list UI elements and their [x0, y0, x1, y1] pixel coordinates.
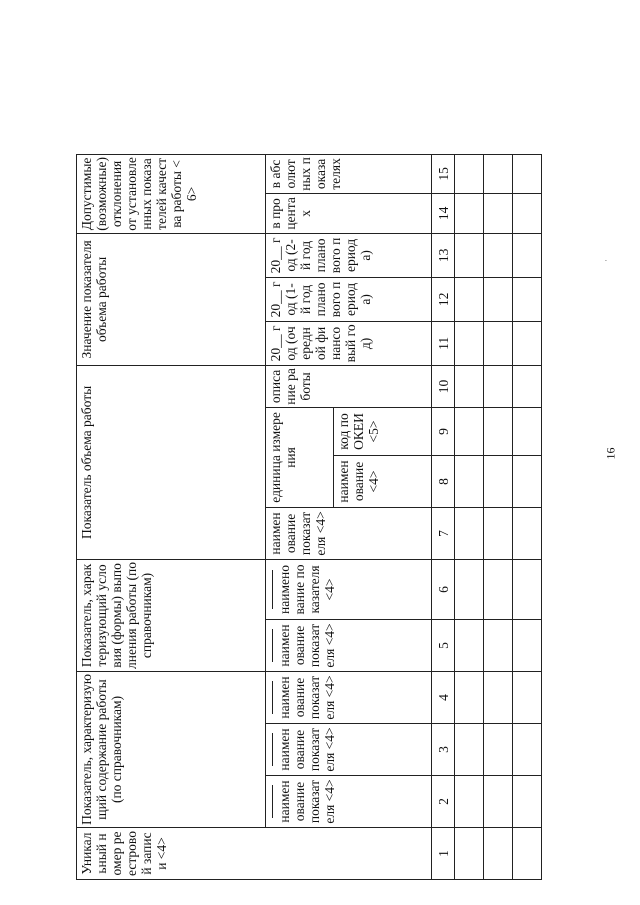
header-values-group: Значение показателя объема работы	[77, 233, 266, 365]
header-condition-indicator-2: наименование показателя <4>	[265, 559, 431, 619]
table-cell	[455, 724, 484, 776]
table-cell	[455, 321, 484, 365]
col-number: 12	[432, 277, 455, 321]
col-number: 2	[432, 776, 455, 828]
header-volume-indicator-name: наименование показателя <4>	[265, 507, 431, 559]
header-content-indicator-3: наименование показателя <4>	[265, 671, 431, 723]
col-number: 10	[432, 365, 455, 407]
header-volume-group: Показатель объема работы	[77, 365, 266, 559]
table-cell	[484, 559, 513, 619]
table-cell	[484, 828, 513, 880]
table-cell	[455, 559, 484, 619]
table-row	[513, 154, 542, 879]
header-year-2: 20__ год (2-й год планового периода)	[265, 233, 431, 277]
table-cell	[513, 193, 542, 233]
table-cell	[455, 671, 484, 723]
table-cell	[513, 233, 542, 277]
table-cell	[513, 507, 542, 559]
table-cell	[455, 776, 484, 828]
header-year-1: 20__ год (1-й год планового периода)	[265, 277, 431, 321]
table-cell	[513, 724, 542, 776]
table-cell	[484, 507, 513, 559]
header-content-indicator-1: наименование показателя <4>	[265, 776, 431, 828]
page-number: 16	[603, 447, 618, 460]
table-cell	[513, 776, 542, 828]
table-cell	[455, 828, 484, 880]
blank-underline	[272, 733, 273, 767]
table-cell	[484, 619, 513, 671]
table-cell	[484, 724, 513, 776]
table-cell	[484, 671, 513, 723]
header-content-group: Показатель, характеризующий содержание работы (по справочникам)	[77, 671, 266, 827]
table-cell	[455, 154, 484, 193]
table-cell	[513, 455, 542, 507]
column-number-row	[432, 154, 455, 879]
header-conditions-group: Показатель, характеризующий условия (формы) выполнения работы (по справочникам)	[77, 559, 266, 671]
header-registry-number: Уникальный номер реестровой записи <4>	[77, 828, 432, 880]
table-cell	[484, 321, 513, 365]
table-cell	[455, 233, 484, 277]
col-number: 8	[432, 455, 455, 507]
col-number: 5	[432, 619, 455, 671]
col-number: 14	[432, 193, 455, 233]
header-unit-name: наименование <4>	[334, 455, 432, 507]
table-cell	[484, 193, 513, 233]
col-number: 6	[432, 559, 455, 619]
table-cell	[513, 154, 542, 193]
table-cell	[455, 407, 484, 455]
table-cell	[513, 559, 542, 619]
table-cell	[513, 619, 542, 671]
table-cell	[484, 154, 513, 193]
table-row	[484, 154, 513, 879]
header-unit: единица измерения	[265, 407, 333, 507]
table-cell	[513, 277, 542, 321]
table-row	[455, 154, 484, 879]
table-cell	[455, 619, 484, 671]
table-cell	[513, 828, 542, 880]
table-cell	[513, 321, 542, 365]
table-cell	[484, 455, 513, 507]
table-cell	[513, 671, 542, 723]
blank-underline	[272, 570, 273, 610]
table-cell	[484, 776, 513, 828]
table-cell	[455, 455, 484, 507]
col-number: 3	[432, 724, 455, 776]
col-number: 9	[432, 407, 455, 455]
table-cell	[513, 365, 542, 407]
col-number: 7	[432, 507, 455, 559]
col-number: 4	[432, 671, 455, 723]
header-year-0: 20__ год (очередной финансовый год)	[265, 321, 431, 365]
header-percent: в процентах	[265, 193, 431, 233]
table-cell	[455, 365, 484, 407]
blank-underline	[272, 681, 273, 715]
stray-mark: ·	[601, 259, 611, 262]
header-okei-code: код по ОКЕИ <5>	[334, 407, 432, 455]
table-cell	[484, 277, 513, 321]
col-number: 11	[432, 321, 455, 365]
table-cell	[484, 365, 513, 407]
header-deviation-group: Допустимые (возможные) отклонения от установленных показателей качества работы <6>	[77, 154, 266, 233]
header-description: описание работы	[265, 365, 431, 407]
header-absolute: в абсолютных показателях	[265, 154, 431, 193]
rotated-table-wrapper	[76, 155, 542, 880]
header-condition-indicator-1: наименование показателя <4>	[265, 619, 431, 671]
table-cell	[455, 507, 484, 559]
table-cell	[484, 407, 513, 455]
table-cell	[455, 277, 484, 321]
table-cell	[513, 407, 542, 455]
col-number: 15	[432, 154, 455, 193]
table-cell	[455, 193, 484, 233]
header-content-indicator-2: наименование показателя <4>	[265, 724, 431, 776]
col-number: 13	[432, 233, 455, 277]
col-number: 1	[432, 828, 455, 880]
blank-underline	[272, 785, 273, 819]
table-cell	[484, 233, 513, 277]
blank-underline	[272, 629, 273, 663]
work-volume-table	[76, 154, 542, 880]
